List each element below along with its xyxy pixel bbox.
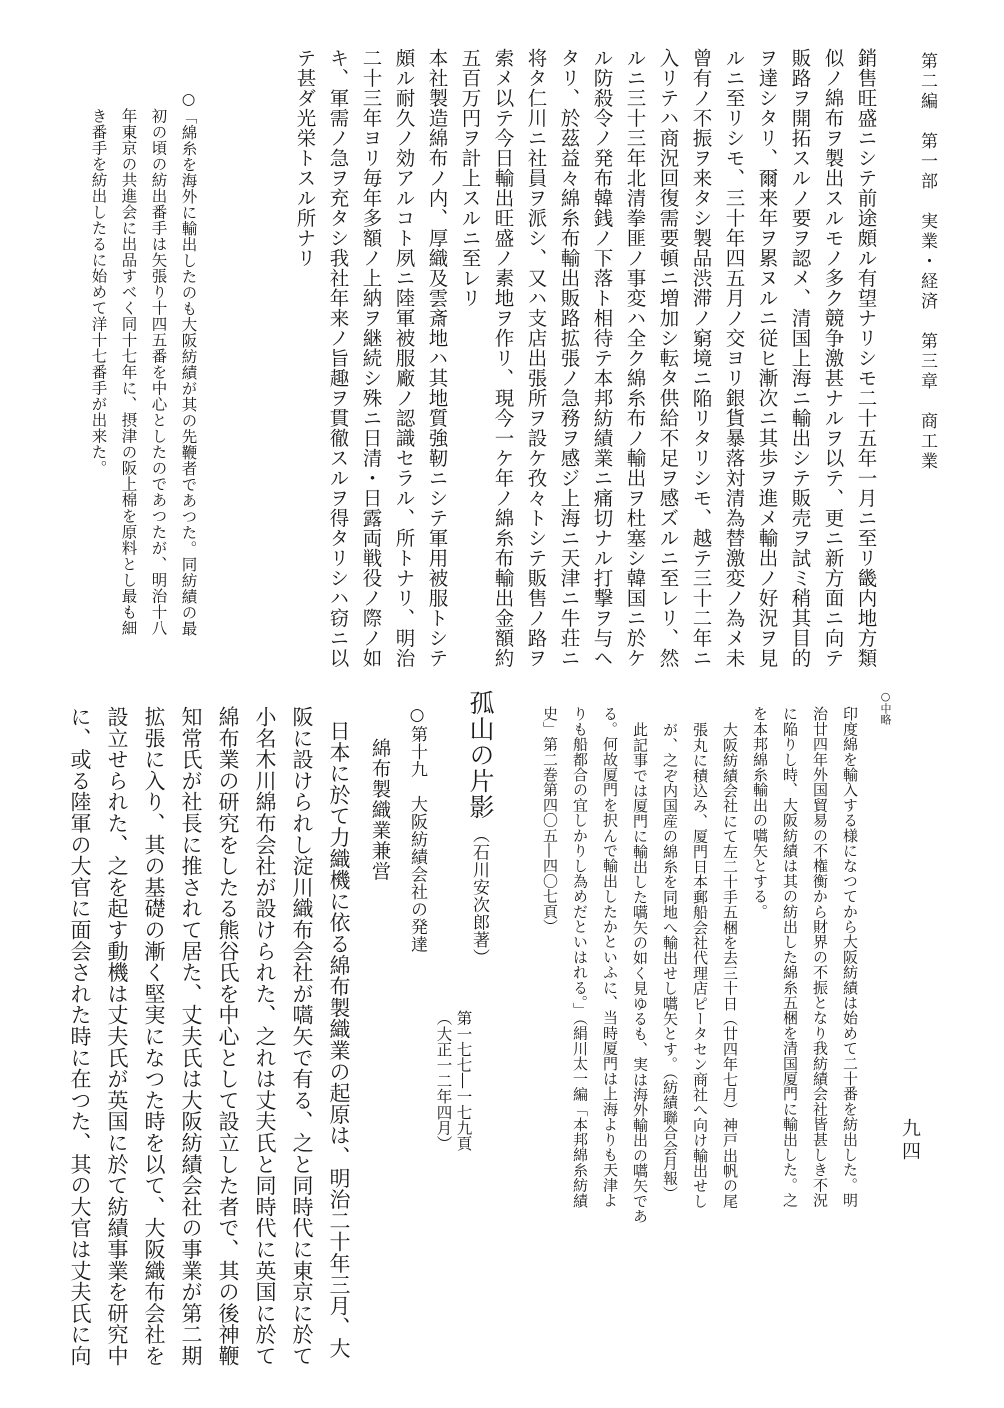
upper-line-5: ルニ至リシモ、三十年四五月ノ交ヨリ銀貨暴落対清為替激変ノ為メ未	[722, 48, 746, 668]
body-line-1: 日本に於て力織機に依る綿布製織業の起原は、明治二十年三月、大	[327, 720, 351, 1359]
upper-note-line-4: き番手を紡出したるに始めて洋十七番手が出来た。	[89, 108, 108, 476]
section-heading: ○第十九 大阪紡績会社の発達	[407, 705, 427, 953]
upper-line-6: 曾有ノ不振ヲ来タシ製品渋滞ノ窮境ニ陥リタリシモ、越テ三十二年ニ	[689, 48, 713, 668]
quote-line-1: 印度綿を輸入する様になつてから大阪紡績は始めて二十番を紡出した。明	[841, 706, 859, 1208]
upper-line-3: 販路ヲ開拓スルノ要ヲ認メ、清国上海ニ輸出シテ販売ヲ試ミ稍其目的	[788, 48, 812, 668]
body-line-2: 阪に設けられし淀川織布会社が嚆矢で有る、之と同時代に東京に於て	[290, 706, 314, 1367]
page-reference: 第一七七―一七九頁	[454, 1010, 473, 1152]
upper-line-8: ルニ三十三年北清拳匪ノ事変ハ全ク綿糸布ノ輸出ヲ杜塞シ韓国ニ於ケ	[623, 48, 647, 668]
upper-line-15: 頗ル耐久ノ効アルコト夙ニ陸軍被服廠ノ認識セラル、所トナリ、明治	[392, 48, 416, 668]
upper-line-13: 五百万円ヲ計上スルニ至レリ	[458, 48, 482, 308]
body-line-4: 綿布業の研究をしたる熊谷氏を中心として設立した者で、其の後神鞭	[216, 706, 240, 1367]
page-number: 九四	[899, 1118, 921, 1164]
quote-line-9: る。何故厦門を択んで輸出したかといふに、当時厦門は上海よりも天津よ	[601, 706, 619, 1208]
quote-line-10: りも船都合の宜しかりし為めだといはれる。」（絹川太一編「本邦綿糸紡績	[571, 706, 589, 1208]
upper-line-9: ル防殺令ノ発布韓銭ノ下落ト相待テ本邦紡績業ニ痛切ナル打撃ヲ与ヘ	[590, 48, 614, 668]
upper-line-2: 似ノ綿布ヲ製出スルモノ多ク競争激甚ナルヲ以テ、更ニ新方面ニ向テ	[821, 48, 845, 668]
date-reference: （大正一二年四月）	[434, 1010, 453, 1152]
book-author: （石川安次郎著）	[469, 826, 489, 966]
subheading: 綿布製織業兼営	[368, 738, 392, 882]
body-line-5: 知常氏が社長に推されて居た、丈夫氏は大阪紡績会社の事業が第二期	[179, 706, 203, 1367]
upper-line-14: 本社製造綿布ノ内、厚織及雲斎地ハ其地質強靭ニシテ軍用被服トシテ	[425, 48, 449, 668]
quote-line-3: に陥りし時、大阪紡績は其の紡出した綿糸五梱を清国厦門に輸出した。之	[781, 706, 799, 1208]
quote-line-11: 史」第二巻第四〇五―四〇七頁）	[541, 706, 559, 934]
quote-line-2: 治廿四年外国貿易の不権衡から財界の不振となり我紡績会社皆甚しき不況	[811, 706, 829, 1208]
upper-line-12: 索メ以テ今日輸出旺盛ノ素地ヲ作リ、現今一ケ年ノ綿糸布輸出金額約	[491, 48, 515, 668]
quote-line-8: 此記事では厦門に輸出した嚆矢の如く見ゆるも、実は海外輸出の嚆矢であ	[631, 722, 649, 1224]
upper-line-10: タリ、於茲益々綿糸布輸出販路拡張ノ急務ヲ感ジ上海ニ天津ニ牛荘ニ	[557, 48, 581, 668]
upper-line-18: テ甚ダ光栄トスル所ナリ	[293, 48, 317, 268]
upper-line-17: キ、軍需ノ急ヲ充タシ我社年来ノ旨趣ヲ貫徹スルヲ得タリシハ窃ニ以	[326, 48, 350, 668]
body-line-3: 小名木川綿布会社が設けられた、之れは丈夫氏と同時代に英国に於て	[253, 706, 277, 1367]
upper-line-4: ヲ達シタリ、爾来年ヲ累ヌルニ従ヒ漸次ニ其歩ヲ進メ輸出ノ好況ヲ見	[755, 48, 779, 668]
body-line-8: に、或る陸軍の大官に面会された時に在つた、其の大官は丈夫氏に向	[68, 706, 92, 1367]
running-header: 第二編 第一部 実業・経済 第三章 商工業	[917, 52, 937, 472]
upper-note-line-2: 初の頃の紡出番手は矢張り十四五番を中心としたのであつたが、明治十八	[149, 108, 168, 636]
body-line-7: 設立せられた、之を起す動機は丈夫氏が英国に於て紡績事業を研究中	[105, 706, 129, 1367]
omission-mark: ○中略	[879, 690, 892, 725]
upper-note-line-1: ○「綿糸を海外に輸出したのも大阪紡績が其の先鞭者であつた。同紡績の最	[179, 90, 198, 637]
upper-line-11: 将タ仁川ニ社員ヲ派シ、又ハ支店出張所ヲ設ケ孜々トシテ販售ノ路ヲ	[524, 48, 548, 668]
quote-line-5: 大阪紡績会社にて左二十手五梱を去三十日（廿四年七月）神戸出帆の尾	[721, 722, 739, 1209]
quote-line-7: が、之ぞ内国産の綿糸を同地へ輸出せし嚆矢とす。（紡績聯合会月報）	[661, 722, 679, 1201]
upper-note-line-3: 年東京の共進会に出品すべく同十七年に、摂津の阪上棉を原料とし最も細	[119, 108, 138, 636]
upper-line-16: 二十三年ヨリ毎年多額ノ上納ヲ継続シ殊ニ日清・日露両戦役ノ際ノ如	[359, 48, 383, 668]
body-line-6: 拡張に入り、其の基礎の漸く堅実になつた時を以て、大阪織布会社を	[142, 706, 166, 1367]
quote-line-6: 張丸に積込み、厦門日本郵船会社代理店ピータセン商社へ向け輸出せし	[691, 722, 709, 1209]
book-title: 孤山の片影	[466, 690, 495, 820]
upper-line-1: 銷售旺盛ニシテ前途頗ル有望ナリシモ二十五年一月ニ至リ畿内地方類	[854, 48, 878, 668]
quote-line-4: を本邦綿糸輸出の嚆矢とする。	[751, 706, 769, 919]
upper-line-7: 入リテハ商況回復需要頓ニ増加シ転タ供給不足ヲ感ズルニ至レリ、然	[656, 48, 680, 668]
